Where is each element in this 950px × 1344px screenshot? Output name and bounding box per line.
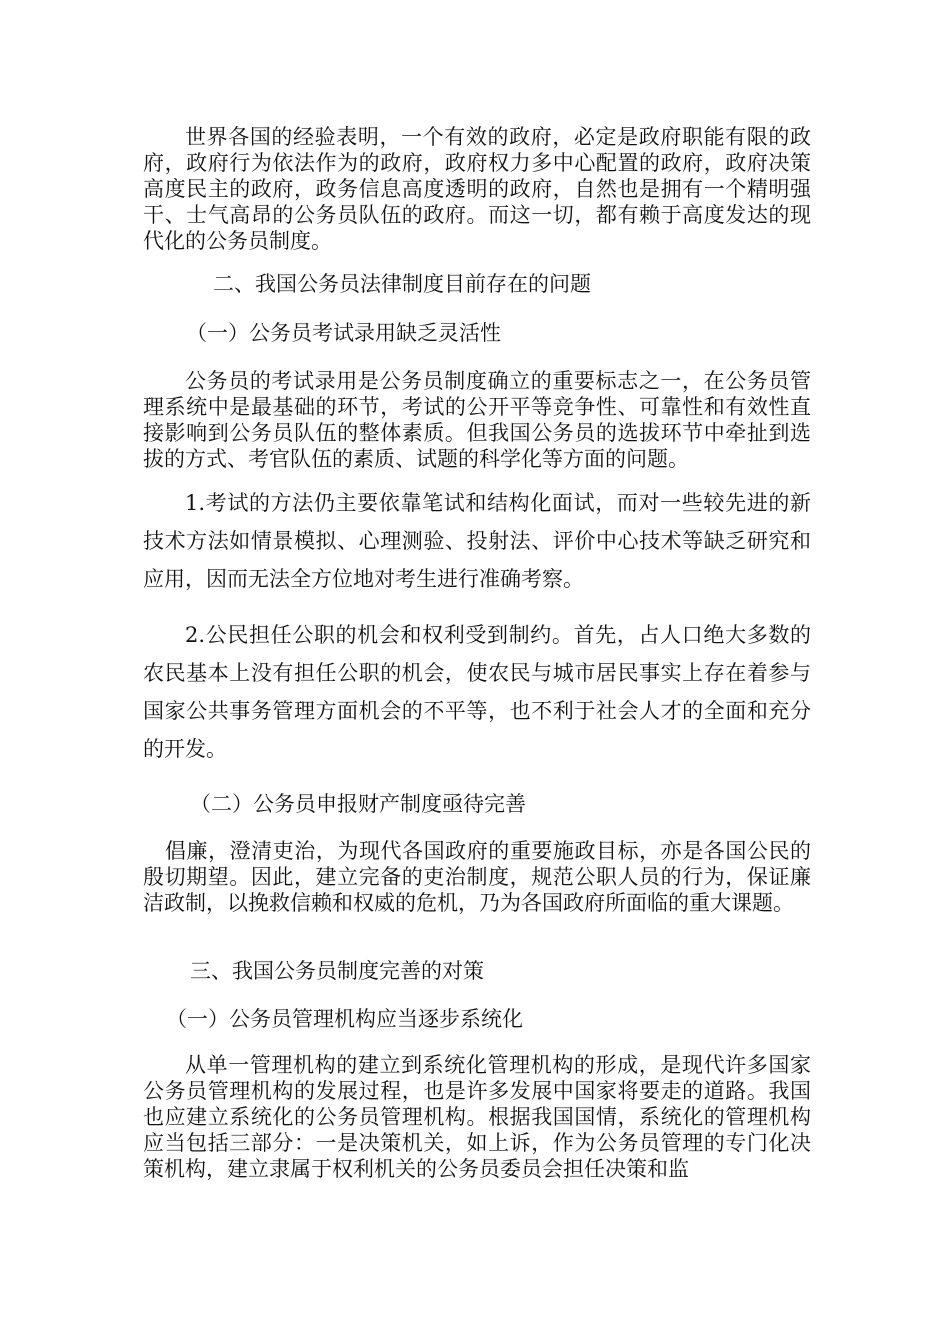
subsection-heading-exam-recruitment: （一）公务员考试录用缺乏灵活性 (186, 321, 501, 345)
management-system-paragraph: 从单一管理机构的建立到系统化管理机构的形成，是现代许多国家公务员管理机构的发展过程，也是许多发展中国家将要走的道路。我国也应建立系统化的公务员管理机构。根据我国国情，系统化的管理机构应当包括三部分：一是决策机关，如上诉，作为公务员管理的专门化决策机构，建立隶属于权利机关的公务员委员会担任决策和监 (143, 1053, 811, 1181)
integrity-paragraph: 倡廉，澄清吏治，为现代各国政府的重要施政目标，亦是各国公民的殷切期望。因此，建立完备的吏治制度，规范公职人员的行为，保证廉洁政制，以挽救信赖和权威的危机，乃为各国政府所面临的重大课题。 (143, 839, 811, 915)
citizen-rights-paragraph: 2.公民担任公职的机会和权利受到制约。首先，占人口绝大多数的农民基本上没有担任公职的机会，使农民与城市居民事实上存在着参与国家公共事务管理方面机会的不平等，也不利于社会人才的全面和充分的开发。 (143, 623, 811, 761)
intro-paragraph: 世界各国的经验表明，一个有效的政府，必定是政府职能有限的政府，政府行为依法作为的政府，政府权力多中心配置的政府，政府决策高度民主的政府，政务信息高度透明的政府，自然也是拥有一个精明强干、士气高昂的公务员队伍的政府。而这一切，都有赖于高度发达的现代化的公务员制度。 (143, 125, 811, 253)
exam-method-paragraph: 1.考试的方法仍主要依靠笔试和结构化面试，而对一些较先进的新技术方法如情景模拟、心理测验、投射法、评价中心技术等缺乏研究和应用，因而无法全方位地对考生进行准确考察。 (143, 491, 811, 591)
section-heading-problems: 二、我国公务员法律制度目前存在的问题 (213, 272, 591, 296)
subsection-heading-property-declaration: （二）公务员申报财产制度亟待完善 (190, 792, 526, 816)
exam-recruitment-paragraph: 公务员的考试录用是公务员制度确立的重要标志之一，在公务员管理系统中是最基础的环节，考试的公开平等竞争性、可靠性和有效性直接影响到公务员队伍的整体素质。但我国公务员的选拔环节中牵扯到选拔的方式、考官队伍的素质、试题的科学化等方面的问题。 (143, 369, 811, 471)
section-heading-countermeasures: 三、我国公务员制度完善的对策 (190, 959, 484, 983)
subsection-heading-management-system: （一）公务员管理机构应当逐步系统化 (166, 1007, 523, 1031)
